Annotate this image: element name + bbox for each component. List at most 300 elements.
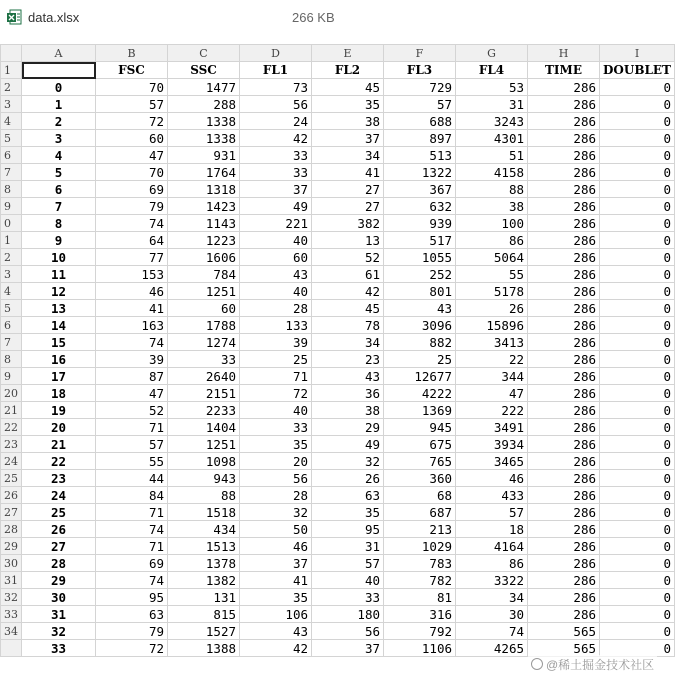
data-cell[interactable]: 70	[96, 79, 168, 96]
data-cell[interactable]: 0	[600, 317, 675, 334]
data-cell[interactable]: 382	[312, 215, 384, 232]
data-cell[interactable]: 286	[528, 283, 600, 300]
data-cell[interactable]: 0	[600, 555, 675, 572]
data-cell[interactable]: 0	[600, 266, 675, 283]
data-cell[interactable]: 0	[600, 351, 675, 368]
data-cell[interactable]: 72	[96, 113, 168, 130]
data-cell[interactable]: 286	[528, 368, 600, 385]
data-cell[interactable]: 57	[456, 504, 528, 521]
row-number[interactable]: 2	[1, 79, 22, 96]
column-header-h[interactable]: H	[528, 45, 600, 62]
data-cell[interactable]: 45	[312, 300, 384, 317]
data-cell[interactable]: 286	[528, 113, 600, 130]
data-cell[interactable]: 33	[312, 589, 384, 606]
row-number[interactable]: 31	[1, 572, 22, 589]
header-cell[interactable]: TIME	[528, 62, 600, 79]
data-cell[interactable]: 40	[240, 402, 312, 419]
data-cell[interactable]: 72	[240, 385, 312, 402]
data-cell[interactable]: 765	[384, 453, 456, 470]
data-cell[interactable]: 35	[312, 96, 384, 113]
data-cell[interactable]: 52	[312, 249, 384, 266]
data-cell[interactable]: 286	[528, 453, 600, 470]
data-cell[interactable]: 286	[528, 487, 600, 504]
data-cell[interactable]: 57	[312, 555, 384, 572]
data-cell[interactable]: 41	[96, 300, 168, 317]
index-cell[interactable]: 11	[22, 266, 96, 283]
data-cell[interactable]: 0	[600, 232, 675, 249]
data-cell[interactable]: 4222	[384, 385, 456, 402]
data-cell[interactable]: 286	[528, 606, 600, 623]
data-cell[interactable]: 3413	[456, 334, 528, 351]
data-cell[interactable]: 34	[312, 147, 384, 164]
header-cell[interactable]: FL2	[312, 62, 384, 79]
index-cell[interactable]: 26	[22, 521, 96, 538]
row-number[interactable]: 29	[1, 538, 22, 555]
data-cell[interactable]: 286	[528, 385, 600, 402]
data-cell[interactable]: 0	[600, 283, 675, 300]
data-cell[interactable]: 0	[600, 487, 675, 504]
spreadsheet-grid[interactable]	[0, 44, 678, 693]
data-cell[interactable]: 4301	[456, 130, 528, 147]
index-cell[interactable]: 31	[22, 606, 96, 623]
data-cell[interactable]: 286	[528, 181, 600, 198]
data-cell[interactable]: 32	[240, 504, 312, 521]
data-cell[interactable]: 1274	[168, 334, 240, 351]
data-cell[interactable]: 60	[240, 249, 312, 266]
data-cell[interactable]: 61	[312, 266, 384, 283]
header-cell[interactable]: FL3	[384, 62, 456, 79]
data-cell[interactable]: 95	[96, 589, 168, 606]
data-cell[interactable]: 4158	[456, 164, 528, 181]
row-number[interactable]: 23	[1, 436, 22, 453]
data-cell[interactable]: 1382	[168, 572, 240, 589]
file-name[interactable]: data.xlsx	[28, 10, 80, 25]
data-cell[interactable]: 367	[384, 181, 456, 198]
data-cell[interactable]: 43	[384, 300, 456, 317]
data-cell[interactable]: 1788	[168, 317, 240, 334]
data-cell[interactable]: 286	[528, 589, 600, 606]
data-cell[interactable]: 180	[312, 606, 384, 623]
data-cell[interactable]: 286	[528, 419, 600, 436]
row-number[interactable]: 8	[1, 181, 22, 198]
data-cell[interactable]: 78	[312, 317, 384, 334]
data-cell[interactable]: 1029	[384, 538, 456, 555]
row-number[interactable]: 1	[1, 232, 22, 249]
data-cell[interactable]: 38	[312, 113, 384, 130]
data-cell[interactable]: 40	[240, 283, 312, 300]
data-cell[interactable]: 3934	[456, 436, 528, 453]
data-cell[interactable]: 133	[240, 317, 312, 334]
row-number[interactable]: 33	[1, 606, 22, 623]
data-cell[interactable]: 943	[168, 470, 240, 487]
data-cell[interactable]: 2640	[168, 368, 240, 385]
data-cell[interactable]: 69	[96, 181, 168, 198]
data-cell[interactable]: 33	[240, 419, 312, 436]
data-cell[interactable]: 69	[96, 555, 168, 572]
data-cell[interactable]: 286	[528, 79, 600, 96]
data-cell[interactable]: 0	[600, 249, 675, 266]
data-cell[interactable]: 55	[456, 266, 528, 283]
row-number[interactable]: 34	[1, 623, 22, 640]
data-cell[interactable]: 37	[312, 640, 384, 657]
select-all-corner[interactable]	[1, 45, 22, 62]
data-cell[interactable]: 784	[168, 266, 240, 283]
data-cell[interactable]: 26	[312, 470, 384, 487]
data-cell[interactable]: 38	[456, 198, 528, 215]
data-cell[interactable]: 131	[168, 589, 240, 606]
data-cell[interactable]: 1318	[168, 181, 240, 198]
data-cell[interactable]: 44	[96, 470, 168, 487]
data-cell[interactable]: 40	[312, 572, 384, 589]
row-number[interactable]: 3	[1, 266, 22, 283]
data-cell[interactable]: 81	[384, 589, 456, 606]
data-cell[interactable]: 1423	[168, 198, 240, 215]
data-cell[interactable]: 71	[96, 538, 168, 555]
data-cell[interactable]: 0	[600, 334, 675, 351]
data-cell[interactable]: 286	[528, 402, 600, 419]
data-cell[interactable]: 0	[600, 79, 675, 96]
data-cell[interactable]: 79	[96, 198, 168, 215]
data-cell[interactable]: 95	[312, 521, 384, 538]
index-cell[interactable]: 29	[22, 572, 96, 589]
data-cell[interactable]: 729	[384, 79, 456, 96]
data-cell[interactable]: 1223	[168, 232, 240, 249]
data-cell[interactable]: 0	[600, 215, 675, 232]
data-cell[interactable]: 0	[600, 640, 675, 657]
data-cell[interactable]: 286	[528, 470, 600, 487]
data-cell[interactable]: 0	[600, 470, 675, 487]
data-cell[interactable]: 815	[168, 606, 240, 623]
data-cell[interactable]: 792	[384, 623, 456, 640]
data-cell[interactable]: 513	[384, 147, 456, 164]
index-cell[interactable]: 23	[22, 470, 96, 487]
data-cell[interactable]: 0	[600, 164, 675, 181]
data-cell[interactable]: 1143	[168, 215, 240, 232]
data-cell[interactable]: 74	[96, 215, 168, 232]
data-cell[interactable]: 88	[456, 181, 528, 198]
data-cell[interactable]: 153	[96, 266, 168, 283]
data-cell[interactable]: 86	[456, 555, 528, 572]
data-cell[interactable]: 1106	[384, 640, 456, 657]
data-cell[interactable]: 13	[312, 232, 384, 249]
data-cell[interactable]: 2151	[168, 385, 240, 402]
data-cell[interactable]: 286	[528, 266, 600, 283]
data-cell[interactable]: 51	[456, 147, 528, 164]
selected-cell[interactable]	[22, 62, 96, 79]
data-cell[interactable]: 1388	[168, 640, 240, 657]
data-cell[interactable]: 360	[384, 470, 456, 487]
data-cell[interactable]: 565	[528, 623, 600, 640]
data-cell[interactable]: 1606	[168, 249, 240, 266]
data-cell[interactable]: 288	[168, 96, 240, 113]
data-cell[interactable]: 39	[240, 334, 312, 351]
data-cell[interactable]: 213	[384, 521, 456, 538]
data-cell[interactable]: 0	[600, 453, 675, 470]
data-cell[interactable]: 1251	[168, 436, 240, 453]
data-cell[interactable]: 56	[312, 623, 384, 640]
index-cell[interactable]: 18	[22, 385, 96, 402]
data-cell[interactable]: 1527	[168, 623, 240, 640]
data-cell[interactable]: 0	[600, 606, 675, 623]
data-cell[interactable]: 897	[384, 130, 456, 147]
index-cell[interactable]: 21	[22, 436, 96, 453]
row-number[interactable]: 9	[1, 198, 22, 215]
data-cell[interactable]: 28	[240, 487, 312, 504]
data-cell[interactable]: 60	[168, 300, 240, 317]
index-cell[interactable]: 14	[22, 317, 96, 334]
column-header-d[interactable]: D	[240, 45, 312, 62]
data-cell[interactable]: 0	[600, 130, 675, 147]
index-cell[interactable]: 1	[22, 96, 96, 113]
data-cell[interactable]: 0	[600, 436, 675, 453]
index-cell[interactable]: 22	[22, 453, 96, 470]
data-cell[interactable]: 286	[528, 521, 600, 538]
data-cell[interactable]: 31	[312, 538, 384, 555]
row-number[interactable]: 7	[1, 334, 22, 351]
data-cell[interactable]: 2233	[168, 402, 240, 419]
data-cell[interactable]: 0	[600, 198, 675, 215]
data-cell[interactable]: 28	[240, 300, 312, 317]
column-header-c[interactable]: C	[168, 45, 240, 62]
data-cell[interactable]: 1098	[168, 453, 240, 470]
data-cell[interactable]: 37	[312, 130, 384, 147]
data-cell[interactable]: 1378	[168, 555, 240, 572]
data-cell[interactable]: 1322	[384, 164, 456, 181]
data-cell[interactable]: 286	[528, 351, 600, 368]
data-cell[interactable]: 72	[96, 640, 168, 657]
index-cell[interactable]: 15	[22, 334, 96, 351]
data-cell[interactable]: 1404	[168, 419, 240, 436]
header-cell[interactable]: FL4	[456, 62, 528, 79]
index-cell[interactable]: 8	[22, 215, 96, 232]
data-cell[interactable]: 74	[456, 623, 528, 640]
row-number[interactable]: 20	[1, 385, 22, 402]
data-cell[interactable]: 0	[600, 96, 675, 113]
column-header-a[interactable]: A	[22, 45, 96, 62]
data-cell[interactable]: 286	[528, 164, 600, 181]
index-cell[interactable]: 33	[22, 640, 96, 657]
index-cell[interactable]: 0	[22, 79, 96, 96]
data-cell[interactable]: 68	[384, 487, 456, 504]
data-cell[interactable]: 63	[312, 487, 384, 504]
data-cell[interactable]: 40	[240, 232, 312, 249]
index-cell[interactable]: 24	[22, 487, 96, 504]
data-cell[interactable]: 782	[384, 572, 456, 589]
data-cell[interactable]: 34	[456, 589, 528, 606]
data-cell[interactable]: 49	[312, 436, 384, 453]
data-cell[interactable]: 286	[528, 130, 600, 147]
data-cell[interactable]: 43	[240, 266, 312, 283]
data-cell[interactable]: 42	[240, 640, 312, 657]
row-number[interactable]: 21	[1, 402, 22, 419]
data-cell[interactable]: 33	[240, 164, 312, 181]
data-cell[interactable]: 43	[312, 368, 384, 385]
data-cell[interactable]: 1369	[384, 402, 456, 419]
row-number[interactable]: 5	[1, 130, 22, 147]
index-cell[interactable]: 19	[22, 402, 96, 419]
data-cell[interactable]: 63	[96, 606, 168, 623]
row-number[interactable]: 4	[1, 113, 22, 130]
data-cell[interactable]: 5178	[456, 283, 528, 300]
data-cell[interactable]: 33	[168, 351, 240, 368]
data-cell[interactable]: 3465	[456, 453, 528, 470]
data-cell[interactable]: 1055	[384, 249, 456, 266]
data-cell[interactable]: 38	[312, 402, 384, 419]
data-cell[interactable]: 57	[96, 436, 168, 453]
data-cell[interactable]: 27	[312, 198, 384, 215]
data-cell[interactable]: 42	[240, 130, 312, 147]
data-cell[interactable]: 286	[528, 317, 600, 334]
data-cell[interactable]: 15896	[456, 317, 528, 334]
data-cell[interactable]: 73	[240, 79, 312, 96]
index-cell[interactable]: 7	[22, 198, 96, 215]
data-cell[interactable]: 35	[240, 436, 312, 453]
data-cell[interactable]: 434	[168, 521, 240, 538]
data-cell[interactable]: 52	[96, 402, 168, 419]
data-cell[interactable]: 3243	[456, 113, 528, 130]
data-cell[interactable]: 46	[96, 283, 168, 300]
data-cell[interactable]: 32	[312, 453, 384, 470]
data-cell[interactable]: 3096	[384, 317, 456, 334]
data-cell[interactable]: 5064	[456, 249, 528, 266]
spreadsheet-table[interactable]	[0, 44, 675, 657]
data-cell[interactable]: 286	[528, 555, 600, 572]
data-cell[interactable]: 0	[600, 181, 675, 198]
data-cell[interactable]: 79	[96, 623, 168, 640]
data-cell[interactable]: 29	[312, 419, 384, 436]
data-cell[interactable]: 74	[96, 334, 168, 351]
data-cell[interactable]: 0	[600, 113, 675, 130]
index-cell[interactable]: 4	[22, 147, 96, 164]
data-cell[interactable]: 30	[456, 606, 528, 623]
row-number[interactable]: 5	[1, 300, 22, 317]
data-cell[interactable]: 24	[240, 113, 312, 130]
data-cell[interactable]: 221	[240, 215, 312, 232]
data-cell[interactable]: 0	[600, 402, 675, 419]
data-cell[interactable]: 60	[96, 130, 168, 147]
column-header-b[interactable]: B	[96, 45, 168, 62]
data-cell[interactable]: 0	[600, 504, 675, 521]
data-cell[interactable]: 945	[384, 419, 456, 436]
data-cell[interactable]: 0	[600, 589, 675, 606]
data-cell[interactable]: 86	[456, 232, 528, 249]
data-cell[interactable]: 687	[384, 504, 456, 521]
data-cell[interactable]: 286	[528, 147, 600, 164]
data-cell[interactable]: 565	[528, 640, 600, 657]
data-cell[interactable]: 74	[96, 521, 168, 538]
data-cell[interactable]: 71	[240, 368, 312, 385]
row-number[interactable]: 8	[1, 351, 22, 368]
index-cell[interactable]: 5	[22, 164, 96, 181]
data-cell[interactable]: 939	[384, 215, 456, 232]
row-number[interactable]: 0	[1, 215, 22, 232]
index-cell[interactable]: 2	[22, 113, 96, 130]
data-cell[interactable]: 42	[312, 283, 384, 300]
data-cell[interactable]: 70	[96, 164, 168, 181]
data-cell[interactable]: 31	[456, 96, 528, 113]
data-cell[interactable]: 12677	[384, 368, 456, 385]
data-cell[interactable]: 43	[240, 623, 312, 640]
index-cell[interactable]: 20	[22, 419, 96, 436]
data-cell[interactable]: 100	[456, 215, 528, 232]
data-cell[interactable]: 433	[456, 487, 528, 504]
data-cell[interactable]: 22	[456, 351, 528, 368]
index-cell[interactable]: 28	[22, 555, 96, 572]
data-cell[interactable]: 46	[240, 538, 312, 555]
data-cell[interactable]: 47	[456, 385, 528, 402]
data-cell[interactable]: 35	[312, 504, 384, 521]
data-cell[interactable]: 632	[384, 198, 456, 215]
data-cell[interactable]: 286	[528, 232, 600, 249]
header-cell[interactable]: SSC	[168, 62, 240, 79]
data-cell[interactable]: 37	[240, 555, 312, 572]
row-number[interactable]: 6	[1, 317, 22, 334]
data-cell[interactable]: 286	[528, 504, 600, 521]
data-cell[interactable]: 286	[528, 300, 600, 317]
data-cell[interactable]: 87	[96, 368, 168, 385]
row-number[interactable]: 9	[1, 368, 22, 385]
data-cell[interactable]: 39	[96, 351, 168, 368]
data-cell[interactable]: 36	[312, 385, 384, 402]
data-cell[interactable]: 0	[600, 385, 675, 402]
data-cell[interactable]: 84	[96, 487, 168, 504]
header-cell[interactable]: FSC	[96, 62, 168, 79]
row-number[interactable]: 7	[1, 164, 22, 181]
data-cell[interactable]: 344	[456, 368, 528, 385]
data-cell[interactable]: 0	[600, 300, 675, 317]
index-cell[interactable]: 25	[22, 504, 96, 521]
data-cell[interactable]: 0	[600, 623, 675, 640]
data-cell[interactable]: 34	[312, 334, 384, 351]
row-number[interactable]	[1, 640, 22, 657]
data-cell[interactable]: 18	[456, 521, 528, 538]
row-number[interactable]: 4	[1, 283, 22, 300]
data-cell[interactable]: 4164	[456, 538, 528, 555]
data-cell[interactable]: 106	[240, 606, 312, 623]
data-cell[interactable]: 0	[600, 368, 675, 385]
data-cell[interactable]: 286	[528, 572, 600, 589]
index-cell[interactable]: 9	[22, 232, 96, 249]
index-cell[interactable]: 27	[22, 538, 96, 555]
index-cell[interactable]: 3	[22, 130, 96, 147]
row-number[interactable]: 32	[1, 589, 22, 606]
data-cell[interactable]: 56	[240, 96, 312, 113]
row-number[interactable]: 6	[1, 147, 22, 164]
data-cell[interactable]: 23	[312, 351, 384, 368]
data-cell[interactable]: 286	[528, 334, 600, 351]
data-cell[interactable]: 1764	[168, 164, 240, 181]
row-number[interactable]: 26	[1, 487, 22, 504]
data-cell[interactable]: 47	[96, 147, 168, 164]
data-cell[interactable]: 47	[96, 385, 168, 402]
index-cell[interactable]: 30	[22, 589, 96, 606]
data-cell[interactable]: 0	[600, 538, 675, 555]
data-cell[interactable]: 71	[96, 419, 168, 436]
data-cell[interactable]: 517	[384, 232, 456, 249]
data-cell[interactable]: 286	[528, 436, 600, 453]
data-cell[interactable]: 931	[168, 147, 240, 164]
data-cell[interactable]: 222	[456, 402, 528, 419]
data-cell[interactable]: 1518	[168, 504, 240, 521]
data-cell[interactable]: 4265	[456, 640, 528, 657]
data-cell[interactable]: 25	[240, 351, 312, 368]
data-cell[interactable]: 41	[240, 572, 312, 589]
row-number[interactable]: 25	[1, 470, 22, 487]
data-cell[interactable]: 33	[240, 147, 312, 164]
column-header-f[interactable]: F	[384, 45, 456, 62]
column-header-g[interactable]: G	[456, 45, 528, 62]
row-number[interactable]: 28	[1, 521, 22, 538]
